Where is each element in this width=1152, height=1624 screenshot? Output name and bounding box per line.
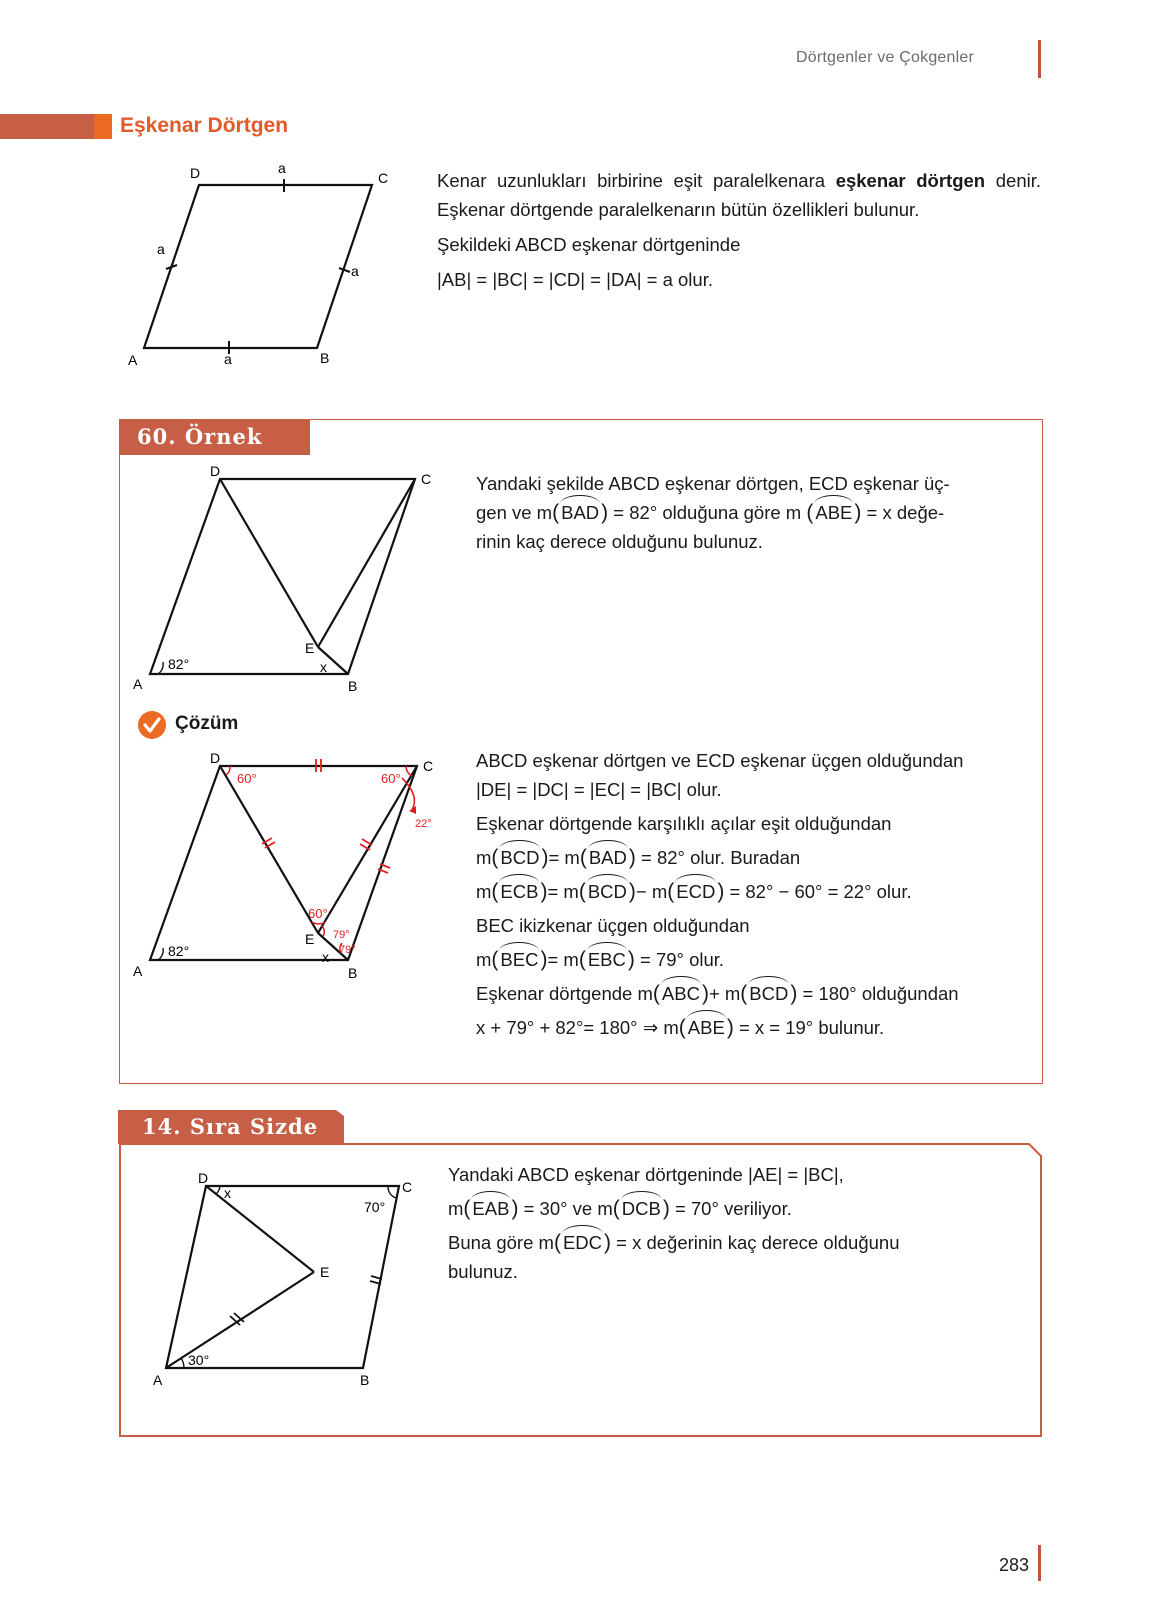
label-side-top: a	[278, 160, 286, 176]
intro-line-1: Kenar uzunlukları birbirine eşit paralelkenara	[437, 170, 826, 191]
solution-line-4: m( BCD)= m( BAD) = 82° olur. Buradan	[476, 843, 1036, 872]
angle-A: 82°	[168, 943, 190, 959]
angle-D: 60°	[237, 771, 257, 786]
angle-A: 82°	[168, 656, 190, 672]
check-icon	[137, 710, 167, 740]
label-B: B	[360, 1372, 370, 1388]
angle-C: 60°	[381, 771, 401, 786]
label-side-bottom: a	[224, 351, 232, 367]
solution-line-1: ABCD eşkenar dörtgen ve ECD eşkenar üçgen olduğundan	[476, 750, 964, 771]
label-D: D	[210, 750, 221, 766]
intro-line-3: Şekildeki ABCD eşkenar dörtgeninde	[437, 234, 741, 255]
angle-B-79: 79°	[339, 944, 356, 956]
label-A: A	[153, 1372, 163, 1388]
solution-line-3: Eşkenar dörtgende karşılıklı açılar eşit olduğundan	[476, 813, 892, 834]
label-E: E	[305, 640, 315, 656]
question-line-3: rinin kaç derece olduğunu bulunuz.	[476, 531, 763, 552]
label-D: D	[210, 463, 221, 479]
label-x: x	[320, 659, 327, 675]
label-E: E	[305, 931, 315, 947]
intro-line-2: denir. Eşkenar dörtgende paralelkenarın bütün özellikleri bulunur.	[437, 170, 1042, 220]
label-A: A	[133, 676, 143, 692]
label-D: D	[198, 1170, 209, 1186]
angle-C-22: 22°	[415, 818, 432, 830]
solution-line-6: BEC ikizkenar üçgen olduğundan	[476, 915, 750, 936]
section-title: Eşkenar Dörtgen	[120, 114, 289, 137]
angle-E: 60°	[308, 906, 328, 921]
solution-label: Çözüm	[175, 713, 239, 734]
angle-A: 30°	[188, 1352, 210, 1368]
running-header: Dörtgenler ve Çokgenler	[795, 49, 974, 66]
exercise-tab: 14. Sıra Sizde	[142, 1114, 319, 1139]
label-C: C	[423, 758, 434, 774]
example-tab: 60. Örnek	[119, 419, 310, 455]
page-number: 283	[999, 1555, 1030, 1575]
label-B: B	[348, 965, 358, 981]
exercise-figure	[150, 1166, 440, 1391]
label-E: E	[320, 1264, 330, 1280]
solution-figure	[130, 748, 440, 983]
header-divider	[1038, 40, 1041, 78]
label-side-right: a	[351, 263, 359, 279]
exercise-line-1: Yandaki ABCD eşkenar dörtgeninde |AE| = |BC|,	[448, 1164, 844, 1185]
label-A: A	[133, 963, 143, 979]
footer-divider	[1038, 1545, 1041, 1581]
label-B: B	[320, 350, 330, 366]
question-line-1: Yandaki şekilde ABCD eşkenar dörtgen, ECD eşkenar üç-	[476, 473, 950, 494]
angle-E-79: 79°	[333, 929, 350, 941]
arc-ABE: ABE	[813, 498, 854, 527]
label-B: B	[348, 678, 358, 692]
section-bar-accent	[94, 114, 112, 139]
label-D: D	[190, 165, 201, 181]
label-C: C	[378, 170, 389, 186]
label-side-left: a	[157, 241, 165, 257]
exercise-line-3: Buna göre m( EDC) = x değerinin kaç derece olduğunu	[448, 1228, 1028, 1257]
example-figure	[130, 462, 440, 692]
solution-line-9: x + 79° + 82°= 180° ⇒ m( ABE) = x = 19° bulunur.	[476, 1013, 1036, 1042]
exercise-line-2: m( EAB) = 30° ve m( DCB) = 70° veriliyor.	[448, 1194, 1028, 1223]
label-C: C	[402, 1179, 413, 1195]
label-x: x	[322, 949, 329, 965]
solution-line-5: m( ECB)= m( BCD)− m( ECD) = 82° − 60° = 22° olur.	[476, 877, 1036, 906]
example-question	[476, 469, 1024, 556]
label-x: x	[224, 1185, 231, 1201]
label-A: A	[128, 352, 138, 368]
exercise-question	[448, 1160, 1028, 1286]
angle-C: 70°	[364, 1199, 386, 1215]
solution-line-8: Eşkenar dörtgende m( ABC)+ m( BCD) = 180° olduğundan	[476, 979, 1036, 1008]
question-line-2: gen ve m( BAD) = 82° olduğuna göre m ( ABE) = x değe-	[476, 498, 1024, 527]
arc-BAD: BAD	[559, 498, 601, 527]
rhombus-figure	[120, 155, 410, 385]
intro-equation: |AB| = |BC| = |CD| = |DA| = a olur.	[437, 269, 713, 290]
solution-text	[476, 746, 1036, 1042]
definition-term: eşkenar dörtgen	[835, 170, 986, 191]
label-C: C	[421, 471, 432, 487]
section-bar	[0, 114, 94, 139]
exercise-line-4: bulunuz.	[448, 1261, 518, 1282]
intro-text	[437, 166, 1041, 300]
solution-line-2: |DE| = |DC| = |EC| = |BC| olur.	[476, 779, 722, 800]
solution-line-7: m( BEC)= m( EBC) = 79° olur.	[476, 945, 1036, 974]
